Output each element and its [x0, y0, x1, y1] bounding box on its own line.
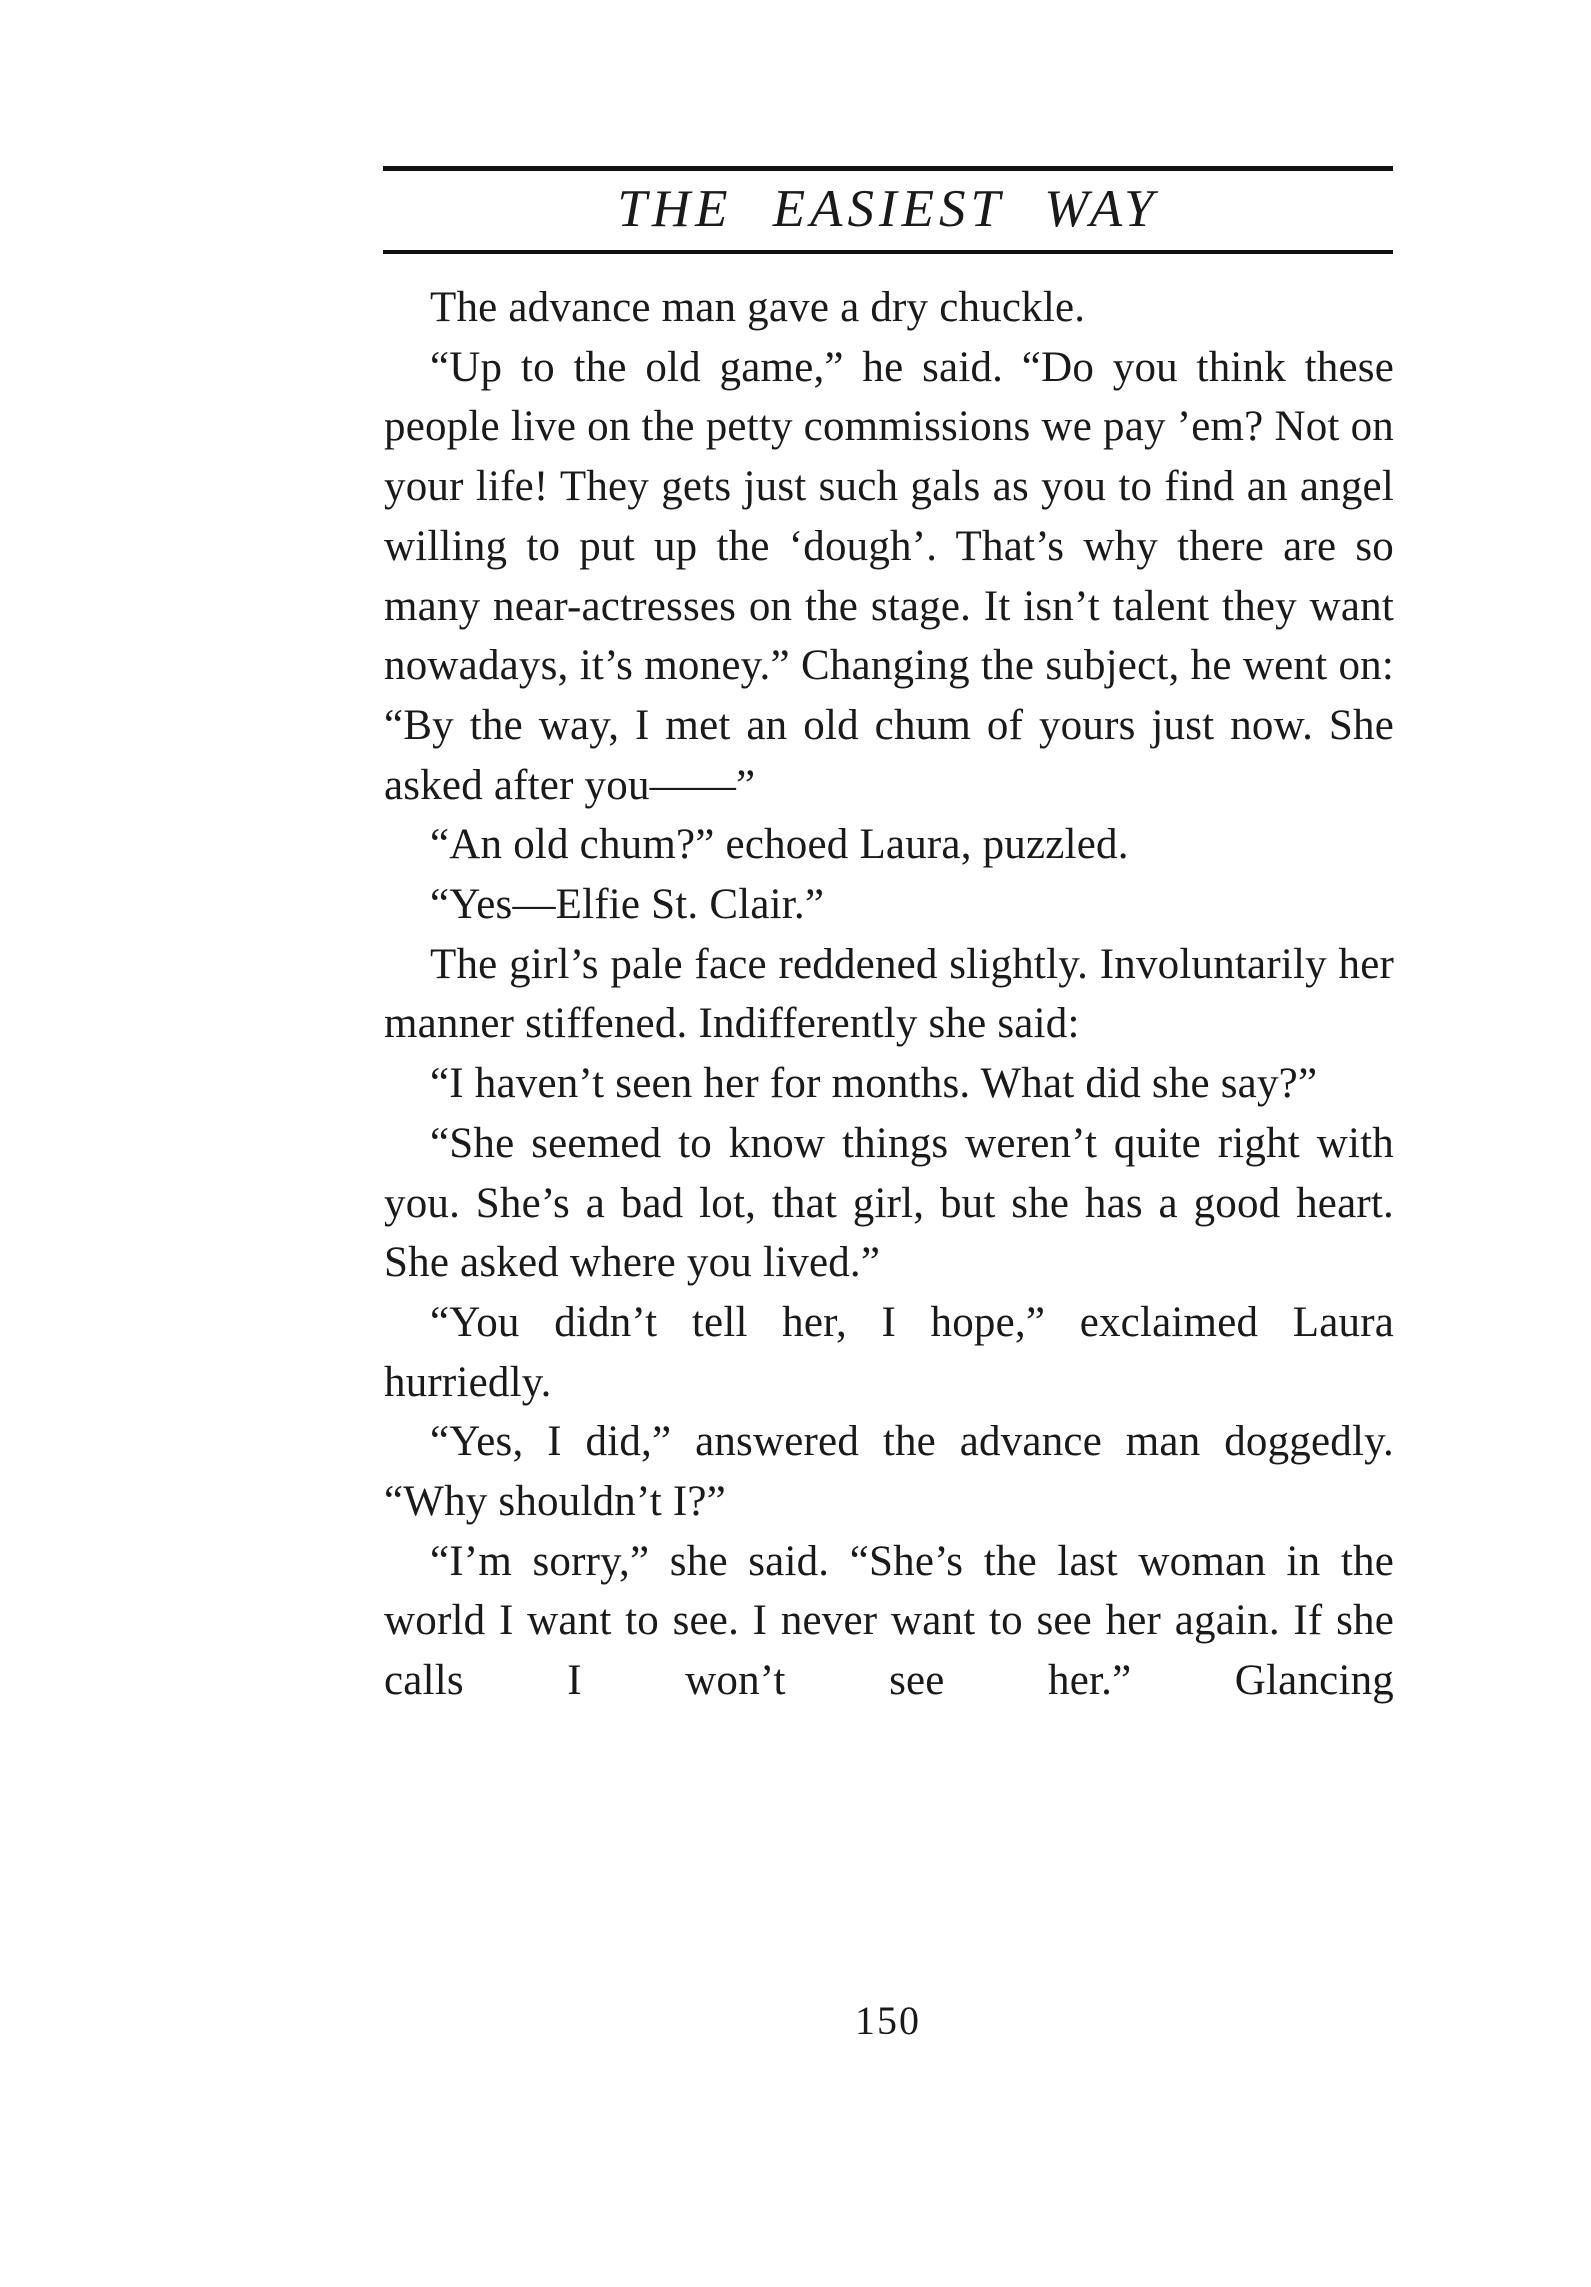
- paragraph: The advance man gave a dry chuckle.: [430, 284, 1086, 331]
- running-head: THE EASIEST WAY: [617, 180, 1159, 238]
- paragraph: “You didn’t tell her, I hope,” exclaimed Laura hurriedly.: [384, 1298, 1394, 1406]
- paragraph: “She seemed to know things weren’t quite right with you. She’s a bad lot, that girl, but she has a good heart. She asked where you lived.”: [384, 1119, 1394, 1287]
- header-rule-top: [383, 166, 1393, 171]
- paragraph: “Yes—Elfie St. Clair.”: [430, 881, 825, 929]
- paragraph: “I’m sorry,” she said. “She’s the last woman in the world I want to see. I never want to see her again. If she calls I won’t see her.” Glancing: [384, 1537, 1394, 1705]
- paragraph: The girl’s pale face reddened slightly. Involuntarily her manner stiffened. Indifferently she said:: [384, 940, 1394, 1048]
- paragraph: “An old chum?” echoed Laura, puzzled.: [430, 821, 1129, 869]
- header-rule-bottom: [383, 250, 1393, 254]
- paragraph: “Up to the old game,” he said. “Do you think these people live on the petty commissions we pay ’em? Not on your life! They gets just such gals as you to find an angel willing to put up the ‘dough’. That’s why there are so many near-actresses on the stage. It isn’t talent they want nowadays, it’s money.” Changing the subject, he went on: “By the way, I met an old chum of yours just now. She asked after you——”: [384, 343, 1394, 809]
- page-number: 150: [855, 1998, 921, 2043]
- paragraph: “I haven’t seen her for months. What did she say?”: [430, 1060, 1318, 1108]
- body-text: [384, 278, 1394, 1711]
- paragraph: “Yes, I did,” answered the advance man doggedly. “Why shouldn’t I?”: [384, 1418, 1394, 1526]
